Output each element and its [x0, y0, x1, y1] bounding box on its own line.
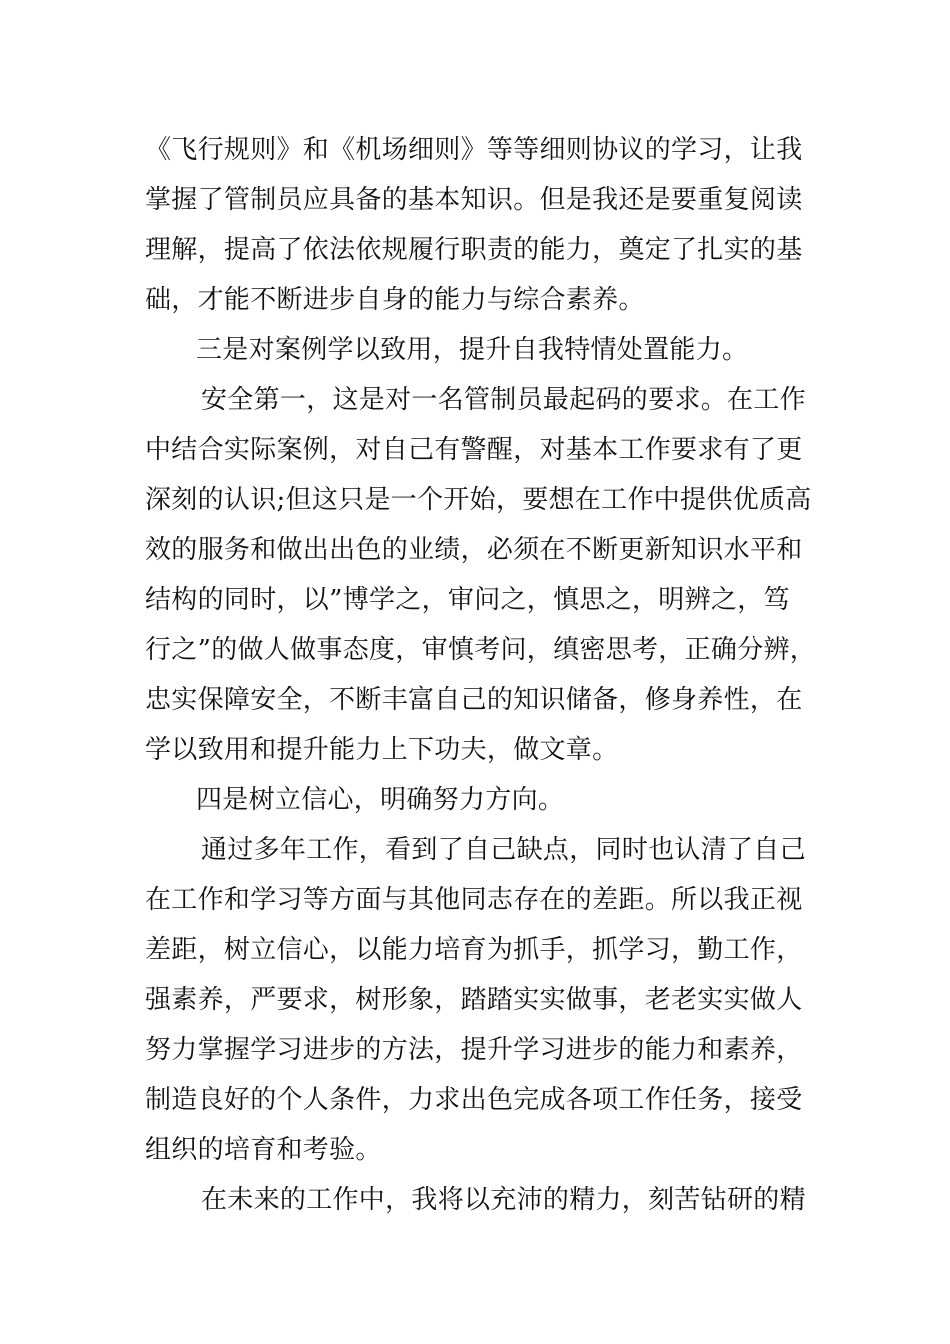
text-line: 努力掌握学习进步的方法，提升学习进步的能力和素养，	[145, 1035, 803, 1065]
text-line: 掌握了管制员应具备的基本知识。但是我还是要重复阅读	[145, 185, 803, 215]
text-line: 差距，树立信心，以能力培育为抓手，抓学习，勤工作，	[145, 935, 803, 965]
text-line: 安全第一，这是对一名管制员最起码的要求。在工作	[201, 385, 806, 415]
text-line: 制造良好的个人条件，力求出色完成各项工作任务，接受	[145, 1085, 803, 1115]
section-heading: 三是对案例学以致用，提升自我特情处置能力。	[196, 335, 749, 365]
text-line: 通过多年工作，看到了自己缺点，同时也认清了自己	[201, 835, 806, 865]
text-line: 中结合实际案例，对自己有警醒，对基本工作要求有了更	[145, 435, 803, 465]
text-line: 强素养，严要求，树形象，踏踏实实做事，老老实实做人	[145, 985, 803, 1015]
text-line: 础，才能不断进步自身的能力与综合素养。	[145, 285, 645, 315]
text-line: 结构的同时，以”博学之，审问之，慎思之，明辨之，笃	[145, 585, 790, 615]
section-heading: 四是树立信心，明确努力方向。	[196, 785, 565, 815]
text-line: 在工作和学习等方面与其他同志存在的差距。所以我正视	[145, 885, 803, 915]
text-line: 忠实保障安全，不断丰富自己的知识储备，修身养性，在	[145, 685, 803, 715]
text-line: 组织的培育和考验。	[145, 1135, 382, 1165]
text-line: 理解，提高了依法依规履行职责的能力，奠定了扎实的基	[145, 235, 803, 265]
text-line: 效的服务和做出出色的业绩，必须在不断更新知识水平和	[145, 535, 803, 565]
text-line: 深刻的认识;但这只是一个开始，要想在工作中提供优质高	[145, 485, 812, 515]
text-line: 学以致用和提升能力上下功夫，做文章。	[145, 735, 619, 765]
text-line: 《飞行规则》和《机场细则》等等细则协议的学习，让我	[145, 135, 803, 165]
text-line: 在未来的工作中，我将以充沛的精力，刻苦钻研的精	[201, 1185, 806, 1215]
text-line: 行之”的做人做事态度，审慎考问，缜密思考，正确分辨，	[145, 635, 817, 665]
